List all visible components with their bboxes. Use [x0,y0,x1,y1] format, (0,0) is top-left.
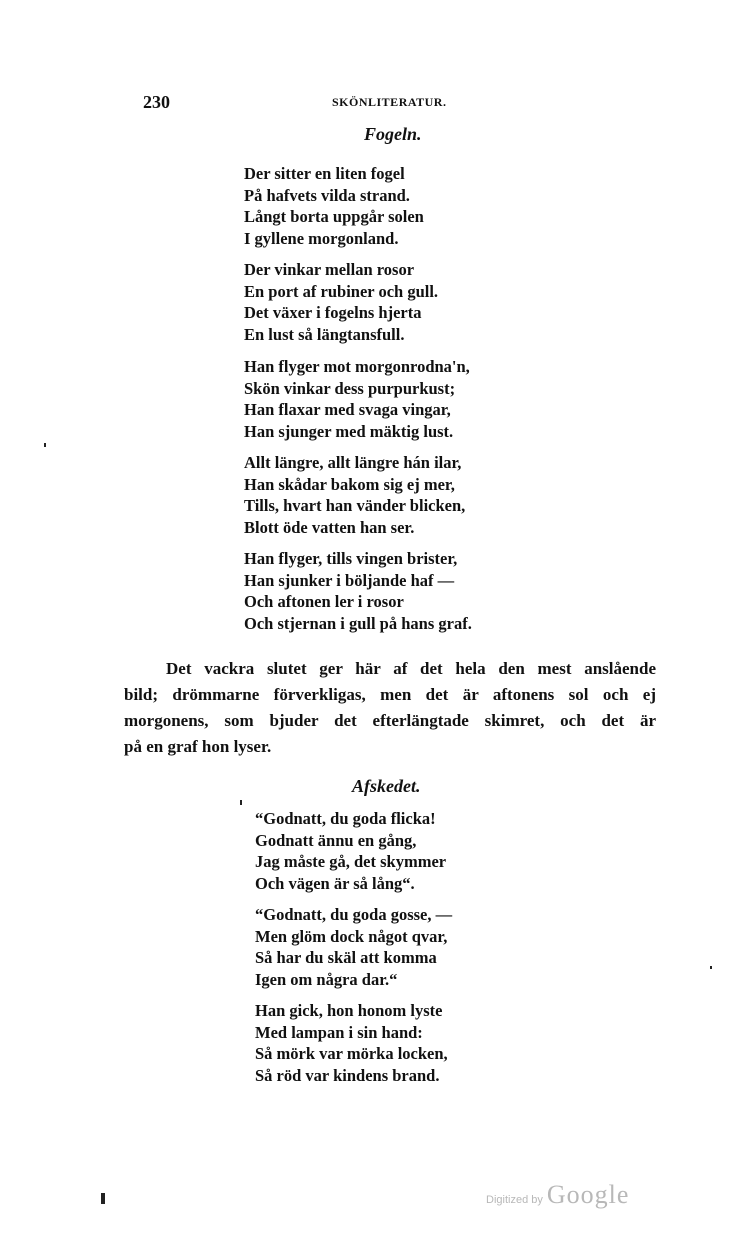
poem-line: Han gick, hon honom lyste [255,1001,443,1020]
page-header [0,92,736,116]
page-number: 230 [143,92,170,112]
watermark-prefix: Digitized by [486,1194,543,1206]
poem2-stanza-3 [255,1000,448,1086]
poem-line: Så röd var kindens brand. [255,1065,440,1085]
poem-line: Der vinkar mellan rosor [244,260,415,279]
poem-title-fogeln: Fogeln. [364,124,422,144]
commentary-paragraph [124,656,656,760]
poem-line: Han flyger, tills vingen brister, [244,549,458,568]
poem-line: Och aftonen ler i rosor [244,592,404,611]
google-logo-text: Google [546,1180,630,1209]
poem-line: Långt borta uppgår solen [244,207,424,226]
poem-line: Jag måste gå, det skymmer [255,852,447,871]
poem-line: Han sjunker i böljande haf — [244,570,455,590]
poem-line: Med lampan i sin hand: [255,1022,423,1042]
poem-line: I gyllene morgonland. [244,228,399,248]
poem-line: “Godnatt, du goda flicka! [255,809,436,828]
poem1-stanza-2 [244,259,438,345]
poem-line: Tills, hvart han vänder blicken, [244,496,466,515]
poem-line: Han sjunger med mäktig lust. [244,421,454,441]
poem-title-afskedet: Afskedet. [352,776,421,796]
paragraph-line: på en graf hon lyser. [124,737,272,756]
poem1-stanza-1 [244,163,424,249]
poem-line: Skön vinkar dess purpurkust; [244,378,456,398]
poem-line: Allt längre, allt längre hán ilar, [244,453,462,472]
poem-line: Det växer i fogelns hjerta [244,303,422,322]
poem-line: På hafvets vilda strand. [244,185,410,205]
poem-line: Och vägen är så lång“. [255,873,415,893]
ink-speck [710,966,712,969]
ink-speck [44,443,46,447]
poem1-stanza-4 [244,452,465,538]
poem-line: Men glöm dock något qvar, [255,926,448,946]
poem-line: Han flyger mot morgonrodna'n, [244,357,470,376]
poem-line: Så mörk var mörka locken, [255,1044,448,1063]
paragraph-line: Det vackra slutet ger här af det hela den mest anslående [166,659,656,678]
poem-line: “Godnatt, du goda gosse, — [255,905,453,924]
ink-speck [240,800,242,805]
poem-line: Han flaxar med svaga vingar, [244,400,451,419]
poem-line: Godnatt ännu en gång, [255,830,417,850]
running-head: SKÖNLITERATUR. [332,95,447,109]
poem-line: En lust så längtansfull. [244,324,405,344]
poem-line: En port af rubiner och gull. [244,281,439,301]
paragraph-line: morgonens, som bjuder det efterlängtade skimret, och det är [124,711,656,730]
poem1-stanza-5 [244,548,472,634]
ink-speck [101,1193,105,1204]
poem-line: Och stjernan i gull på hans graf. [244,613,472,633]
poem2-stanza-1 [255,808,446,894]
poem2-stanza-2 [255,904,452,990]
poem-line: Der sitter en liten fogel [244,164,405,183]
digitized-by-google-watermark [486,1180,629,1210]
poem-line: Han skådar bakom sig ej mer, [244,474,455,494]
poem-line: Blott öde vatten han ser. [244,517,415,537]
poem-line: Igen om några dar.“ [255,969,398,989]
poem-line: Så har du skäl att komma [255,948,437,967]
paragraph-line: bild; drömmarne förverkligas, men det är aftonens sol och ej [124,685,656,704]
poem1-stanza-3 [244,356,470,442]
